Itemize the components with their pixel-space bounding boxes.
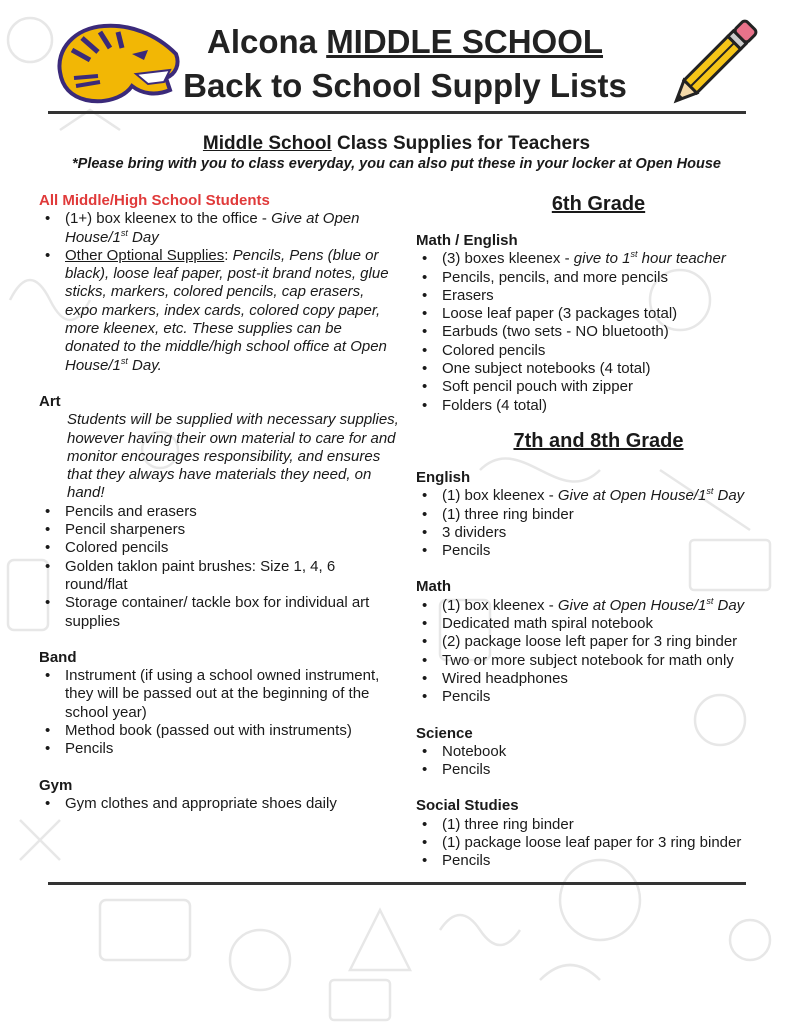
item-sup: st bbox=[120, 227, 128, 238]
item-text: (1+) box kleenex to the office - bbox=[65, 210, 272, 228]
art-note: Students will be supplied with necessary supplies, however having their own material to care for and monitor encourages responsibility, and ensures that they always have materials they need, on hand! bbox=[67, 411, 399, 502]
english-heading: English bbox=[416, 468, 471, 486]
item-sup: st bbox=[706, 486, 714, 497]
art-heading: Art bbox=[39, 392, 61, 410]
pencil-icon bbox=[668, 18, 758, 110]
item-tail: Day. bbox=[127, 356, 162, 374]
item-sup: st bbox=[706, 595, 714, 606]
list-item: • Golden taklon paint brushes: Size 1, 4, 6 round/flat bbox=[65, 558, 399, 595]
item-text: (1) box kleenex - bbox=[442, 596, 558, 614]
science-heading: Science bbox=[416, 724, 473, 742]
item-italic: Pencils, Pens (blue or black), loose leaf paper, post-it brand notes, glue sticks, markers, colored pencils, cap erasers, expo markers, index cards, colored copy paper, more kleenex, etc. These supplies can be donated to the middle/high school office at Open House/1 bbox=[65, 246, 389, 374]
item-sup: st bbox=[630, 249, 638, 260]
social-studies-list bbox=[416, 816, 781, 871]
list-item: • Storage container/ tackle box for individual art supplies bbox=[65, 594, 399, 631]
list-item: • Instrument (if using a school owned instrument, they will be passed out at the beginning of the school year) bbox=[65, 667, 399, 722]
math-english-heading: Math / English bbox=[416, 232, 518, 249]
list-item: • Gym clothes and appropriate shoes daily bbox=[65, 795, 399, 813]
all-students-list bbox=[39, 210, 399, 375]
title-prefix: Alcona bbox=[206, 23, 327, 60]
title-school-name: MIDDLE SCHOOL bbox=[326, 23, 604, 60]
list-item: • Pencils bbox=[442, 852, 781, 870]
list-item: • Dedicated math spiral notebook bbox=[442, 615, 781, 633]
item-italic: give to 1 bbox=[573, 250, 631, 268]
science-list bbox=[416, 743, 781, 780]
item-sup: st bbox=[120, 355, 128, 366]
teacher-heading-rest: Class Supplies for Teachers bbox=[331, 133, 591, 154]
list-item: • Folders (4 total) bbox=[442, 397, 781, 415]
list-item: • Two or more subject notebook for math only bbox=[442, 652, 781, 670]
list-item: • Earbuds (two sets - NO bluetooth) bbox=[442, 323, 781, 341]
item-italic: Give at Open House/1 bbox=[557, 487, 707, 505]
list-item bbox=[65, 247, 399, 375]
list-item: • (1) three ring binder bbox=[442, 816, 781, 834]
list-item bbox=[442, 250, 781, 268]
list-item: • Soft pencil pouch with zipper bbox=[442, 378, 781, 396]
english-list bbox=[416, 487, 781, 560]
teacher-supplies-note: *Please bring with you to class everyday, you can also put these in your locker at Open House bbox=[72, 156, 721, 172]
list-item bbox=[65, 210, 399, 247]
item-italic: Give at Open House/1 bbox=[65, 210, 360, 246]
list-item: • Wired headphones bbox=[442, 670, 781, 688]
item-tail: Day bbox=[713, 487, 745, 505]
page-title-line2: Back to School Supply Lists bbox=[183, 67, 627, 104]
list-item: • (2) package loose left paper for 3 ring binder bbox=[442, 633, 781, 651]
list-item bbox=[442, 487, 781, 505]
optional-supplies-label: Other Optional Supplies bbox=[65, 246, 225, 264]
social-studies-heading: Social Studies bbox=[416, 797, 519, 815]
list-item: • 3 dividers bbox=[442, 524, 781, 542]
list-item: • Pencils and erasers bbox=[65, 503, 399, 521]
teacher-heading-underlined: Middle School bbox=[202, 133, 332, 154]
left-column bbox=[39, 192, 399, 813]
list-item: • (1) three ring binder bbox=[442, 506, 781, 524]
list-item: • Pencils bbox=[65, 740, 399, 758]
item-text: (3) boxes kleenex - bbox=[442, 250, 574, 268]
page-title-line1 bbox=[170, 22, 640, 62]
item-colon: : bbox=[224, 246, 233, 264]
list-item: • (1) package loose leaf paper for 3 ring binder bbox=[442, 834, 781, 852]
band-list bbox=[39, 667, 399, 758]
item-text: (1) box kleenex - bbox=[442, 487, 558, 505]
list-item: • Loose leaf paper (3 packages total) bbox=[442, 305, 781, 323]
right-column bbox=[416, 192, 781, 871]
tiger-mascot-logo bbox=[52, 20, 184, 106]
math-list bbox=[416, 597, 781, 707]
item-tail: hour teacher bbox=[637, 250, 726, 268]
list-item: • Notebook bbox=[442, 743, 781, 761]
item-tail: Day bbox=[713, 596, 745, 614]
item-italic: Give at Open House/1 bbox=[557, 596, 707, 614]
list-item: • One subject notebooks (4 total) bbox=[442, 360, 781, 378]
band-heading: Band bbox=[39, 648, 77, 666]
list-item: • Erasers bbox=[442, 287, 781, 305]
gym-list bbox=[39, 795, 399, 813]
math-heading: Math bbox=[416, 578, 451, 596]
math-english-list bbox=[416, 250, 781, 415]
list-item: • Pencils, pencils, and more pencils bbox=[442, 269, 781, 287]
art-list bbox=[39, 503, 399, 631]
gym-heading: Gym bbox=[39, 776, 73, 794]
grade78-heading: 7th and 8th Grade bbox=[513, 429, 684, 452]
list-item bbox=[442, 597, 781, 615]
list-item: • Colored pencils bbox=[65, 539, 399, 557]
list-item: • Colored pencils bbox=[442, 342, 781, 360]
list-item: • Pencils bbox=[442, 542, 781, 560]
teacher-supplies-heading bbox=[40, 133, 753, 155]
list-item: • Method book (passed out with instruments) bbox=[65, 722, 399, 740]
list-item: • Pencil sharpeners bbox=[65, 521, 399, 539]
all-students-heading: All Middle/High School Students bbox=[39, 192, 270, 209]
top-divider bbox=[48, 111, 746, 114]
list-item: • Pencils bbox=[442, 688, 781, 706]
list-item: • Pencils bbox=[442, 761, 781, 779]
grade6-heading: 6th Grade bbox=[551, 193, 646, 215]
item-tail: Day bbox=[127, 228, 159, 246]
bottom-divider bbox=[48, 882, 746, 885]
